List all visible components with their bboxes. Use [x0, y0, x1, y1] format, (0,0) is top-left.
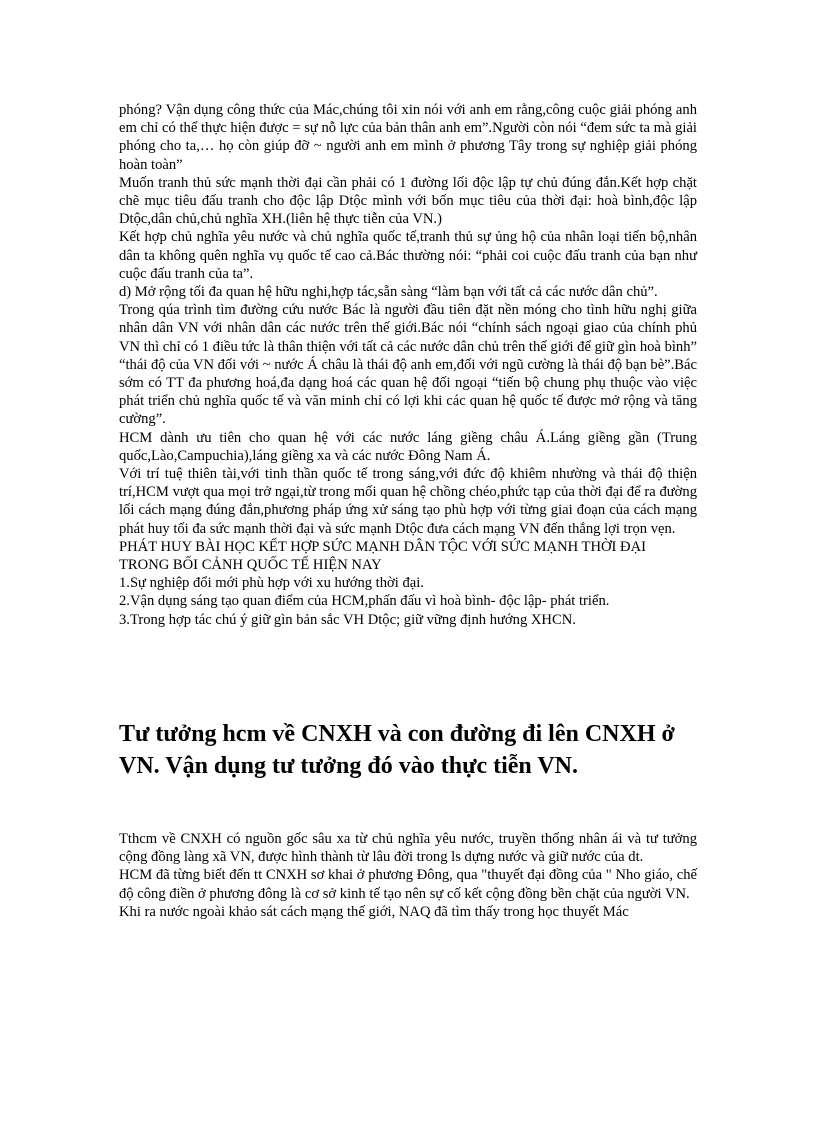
paragraph-genius: Với trí tuệ thiên tài,với tinh thần quốc tế trong sáng,với đức độ khiêm nhường và thái độ thiện trí,HCM vượt qua mọi trở ngại,từ trong mối quan hệ chồng chéo,phức tạp của thời đại để ra đường lối cách mạng đúng đắn,phương pháp ứng xử sáng tạo phù hợp với từng giai đoạn của cách mạng phát huy tối đa sức mạnh thời đại và sức mạnh Dtộc đưa cách mạng VN đến thắng lợi trọn vẹn.: [119, 466, 697, 537]
paragraph-origins: Tthcm về CNXH có nguồn gốc sâu xa từ chủ nghĩa yêu nước, truyền thống nhân ái và tư tưởng cộng đồng làng xã VN, được hình thành từ lâu đời trong ls dựng nước và giữ nước của dt.: [119, 830, 697, 866]
list-item: 2.Vận dụng sáng tạo quan điểm của HCM,phấn đấu vì hoà bình- độc lập- phát triển.: [119, 593, 610, 610]
list-item: 1.Sự nghiệp đổi mới phù hợp với xu hướng thời đại.: [119, 575, 424, 592]
paragraph-section-d: d) Mở rộng tối đa quan hệ hữu nghi,hợp tác,sẵn sàng “làm bạn với tất cả các nước dân chủ”.: [119, 284, 658, 301]
caps-section-title: PHÁT HUY BÀI HỌC KẾT HỢP SỨC MẠNH DÂN TỘC VỚI SỨC MẠNH THỜI ĐẠI TRONG BỐI CẢNH QUỐC TẾ HIỆN NAY: [119, 538, 646, 574]
paragraph-independent-line: Muốn tranh thủ sức mạnh thời đại cần phải có 1 đường lối độc lập tự chủ đúng đắn.Kết hợp chặt chẽ mục tiêu đấu tranh cho độc lập Dtộc mình với bốn mục tiêu của thời đại: hoà bình,độc lập Dtộc,dân chủ,chủ nghĩa XH.(liên hệ thực tiễn của VN.): [119, 174, 697, 228]
paragraph-solidarity-quote: phóng? Vận dụng công thức của Mác,chúng tôi xin nói với anh em rằng,công cuộc giải phóng anh em chỉ có thể thực hiện được = sự nỗ lực của bản thân anh em”.Người còn nói “đem sức ta mà giải phóng cho ta,… họ còn giúp đỡ ~ người anh em mình ở phương Tây trong sự nghiệp giải phóng hoàn toàn”: [119, 102, 697, 173]
document-page: [119, 101, 697, 921]
paragraph-patriotism-internationalism: Kết hợp chủ nghĩa yêu nước và chủ nghĩa quốc tế,tranh thủ sự ủng hộ của nhân loại tiến bộ,nhân dân ta không quên nghĩa vụ quốc tế cao cả.Bác thường nói: “phải coi cuộc đấu tranh của bạn như cuộc đấu tranh của ta”.: [119, 229, 697, 282]
paragraph-neighbors: HCM dành ưu tiên cho quan hệ với các nước láng giềng châu Á.Láng giềng gần (Trung quốc,Lào,Campuchia),láng giềng xa và các nước Đông Nam Á.: [119, 429, 697, 464]
section-heading: Tư tưởng hcm về CNXH và con đường đi lên CNXH ở VN. Vận dụng tư tưởng đó vào thực tiễn VN.: [119, 720, 675, 779]
paragraph-marx-doctrine: Khi ra nước ngoài khảo sát cách mạng thế giới, NAQ đã tìm thấy trong học thuyết Mác: [119, 903, 629, 920]
paragraph-eastern-socialism: HCM đã từng biết đến tt CNXH sơ khai ở phương Đông, qua "thuyết đại đồng của " Nho giáo, chế độ công điền ở phương đông là cơ sở kinh tế tạo nên sự cố kết cộng đồng bền chặt của người VN.: [119, 867, 697, 902]
paragraph-friendship: Trong qúa trình tìm đường cứu nước Bác là người đầu tiên đặt nền móng cho tình hữu nghị giữa nhân dân VN với nhân dân các nước trên thế giới.Bác nói “chính sách ngoại giao của chính phủ VN thì chỉ có 1 điều tức là thân thiện với tất cả các nước dân chủ trên thế giới để giữ gìn hoà bình” “thái độ của VN đối với ~ nước Á châu là thái độ anh em,đối với ngũ cường là thái độ bạn bè”.Bác sớm có TT đa phương hoá,đa dạng hoá các quan hệ đối ngoại “tiến bộ chung phụ thuộc vào việc phát triển chủ nghĩa quốc tế và văn minh chỉ có lợi khi các quan hệ quốc tế được mở rộng và tăng cường”.: [119, 302, 697, 428]
list-item: 3.Trong hợp tác chú ý giữ gìn bản sắc VH Dtộc; giữ vững định hướng XHCN.: [119, 611, 576, 628]
